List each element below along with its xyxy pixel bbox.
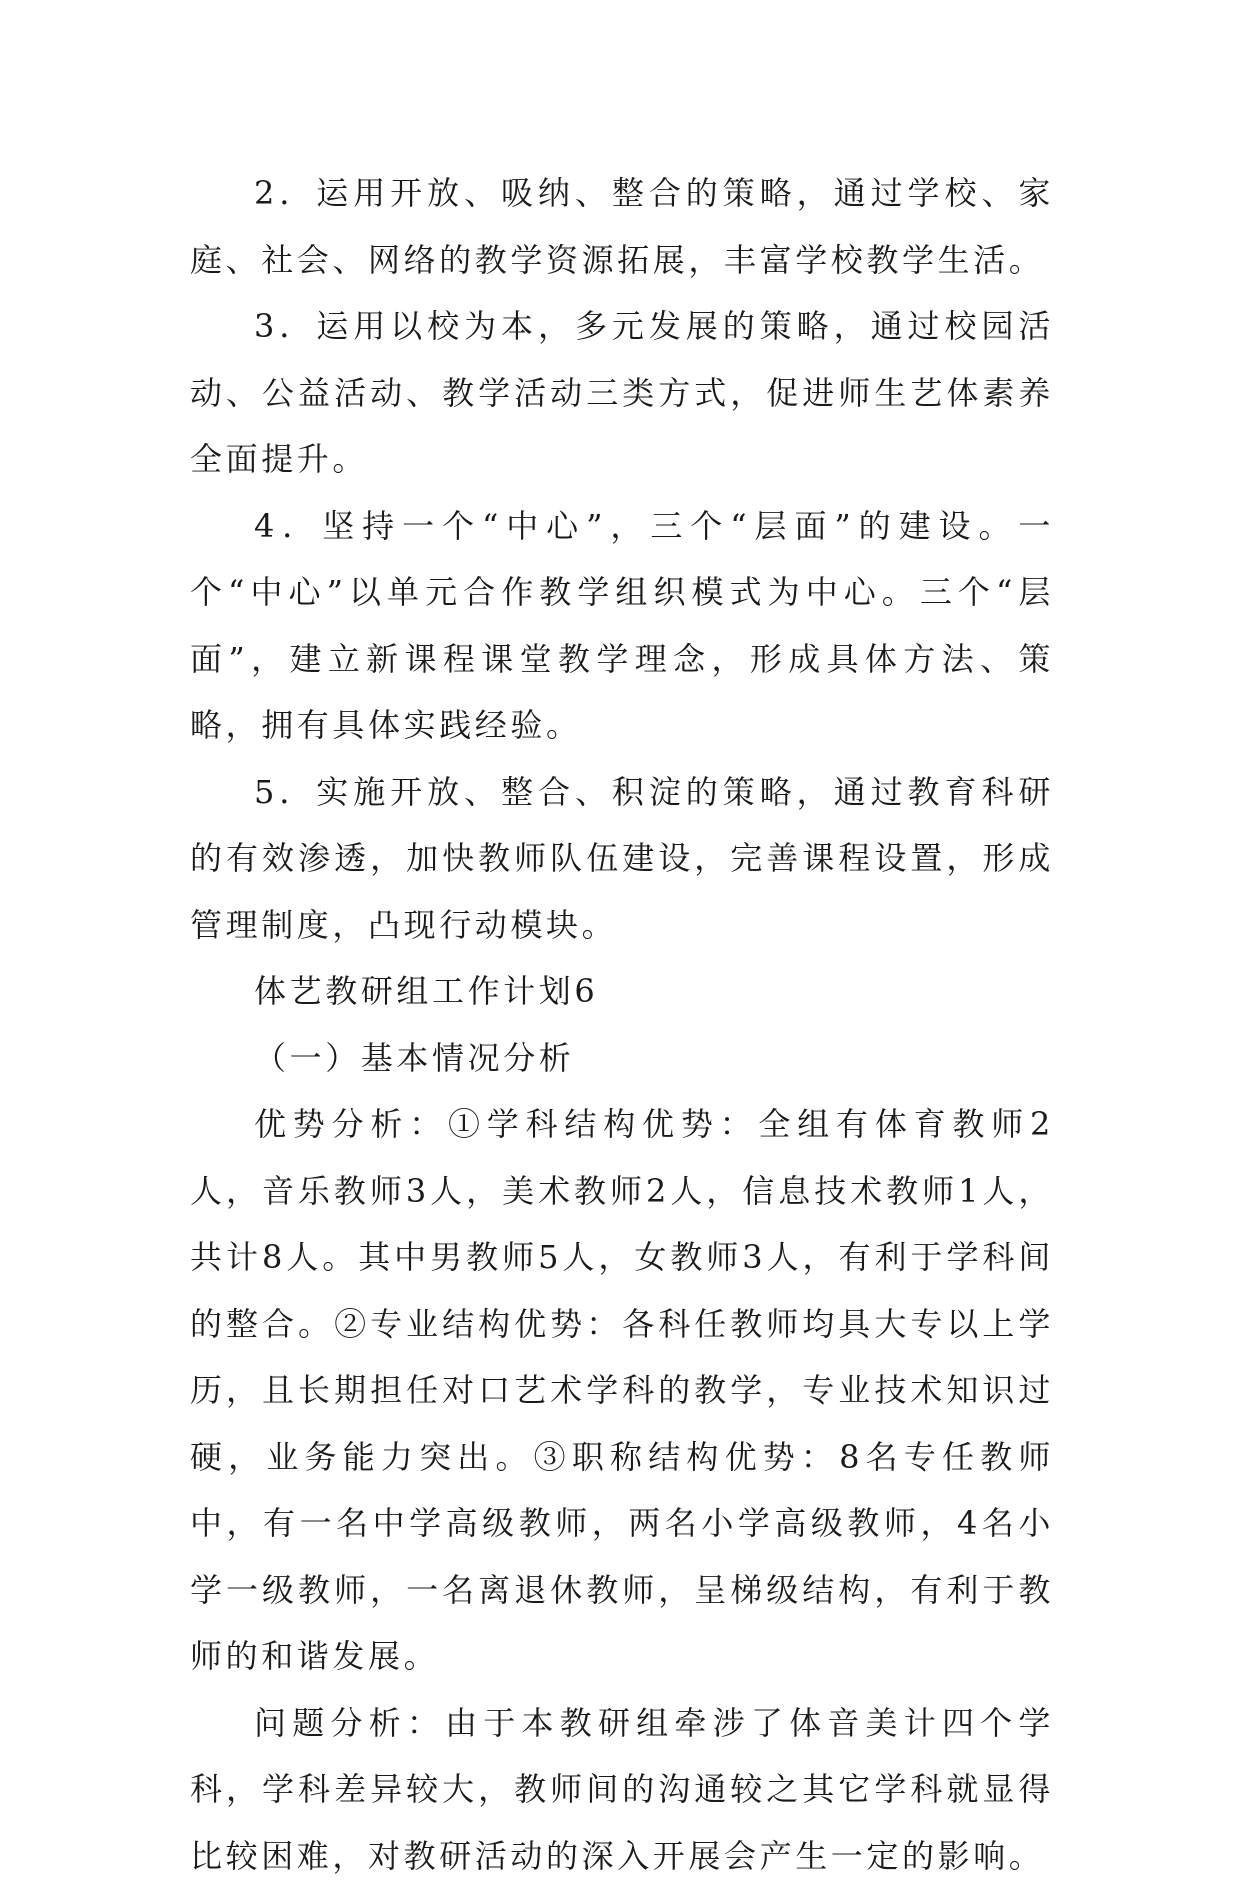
strategy-paragraph-4: 4．坚持一个“中心”，三个“层面”的建设。一个“中心”以单元合作教学组织模式为中心。三个“层面”，建立新课程课堂教学理念，形成具体方法、策略，拥有具体实践经验。 [190, 493, 1054, 759]
strategy-paragraph-5: 5．实施开放、整合、积淀的策略，通过教育科研的有效渗透，加快教师队伍建设，完善课程设置，形成管理制度，凸现行动模块。 [190, 759, 1054, 959]
strategy-paragraph-2: 2．运用开放、吸纳、整合的策略，通过学校、家庭、社会、网络的教学资源拓展，丰富学校教学生活。 [190, 160, 1054, 293]
advantage-analysis-paragraph: 优势分析：①学科结构优势：全组有体育教师2人，音乐教师3人，美术教师2人，信息技术教师1人，共计8人。其中男教师5人，女教师3人，有利于学科间的整合。②专业结构优势：各科任教师均具大专以上学历，且长期担任对口艺术学科的教学，专业技术知识过硬，业务能力突出。③职称结构优势：8名专任教师中，有一名中学高级教师，两名小学高级教师，4名小学一级教师，一名离退休教师，呈梯级结构，有利于教师的和谐发展。 [190, 1091, 1054, 1690]
document-body [190, 160, 1054, 1889]
section-title: 体艺教研组工作计划6 [190, 958, 1054, 1025]
problem-analysis-paragraph: 问题分析：由于本教研组牵涉了体音美计四个学科，学科差异较大，教师间的沟通较之其它学科就显得比较困难，对教研活动的深入开展会产生一定的影响。 [190, 1690, 1054, 1889]
subsection-title: （一）基本情况分析 [190, 1025, 1054, 1092]
strategy-paragraph-3: 3．运用以校为本，多元发展的策略，通过校园活动、公益活动、教学活动三类方式，促进师生艺体素养全面提升。 [190, 293, 1054, 493]
